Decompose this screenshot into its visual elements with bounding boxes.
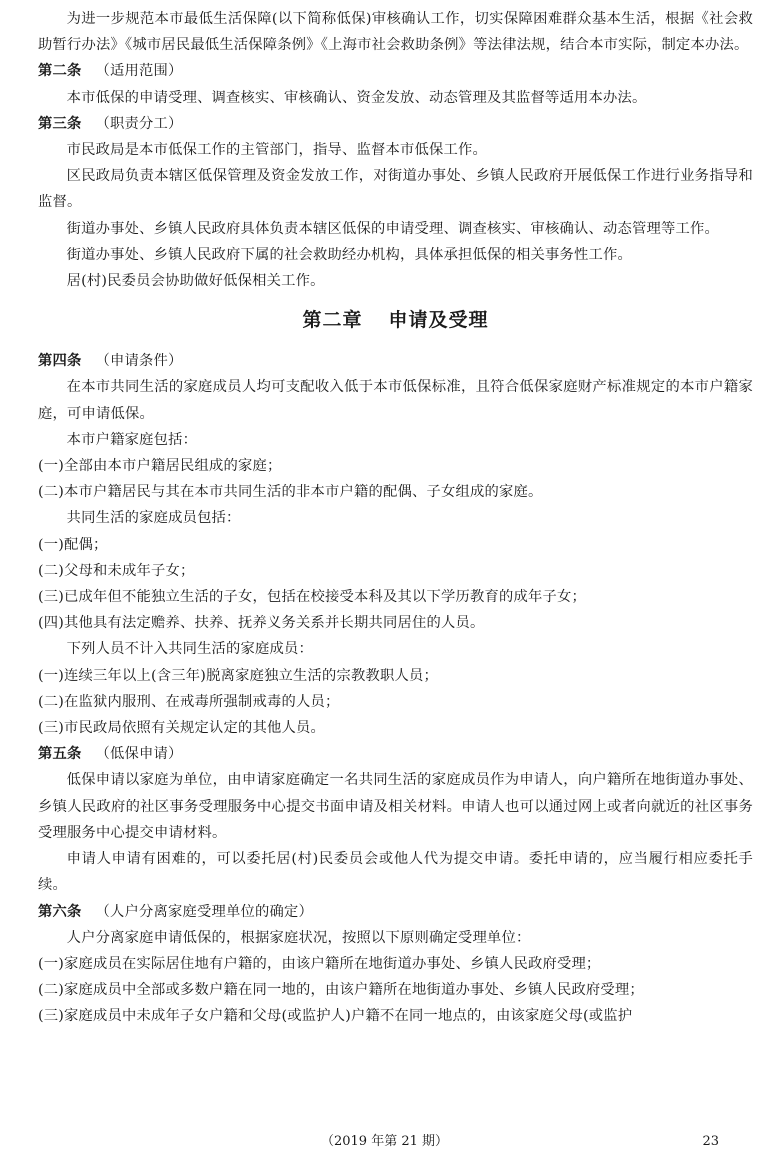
chapter-title: 申请及受理 (388, 309, 489, 332)
article-number: 第六条 (38, 903, 82, 920)
chapter-heading (38, 306, 753, 334)
article-title: （低保申请） (95, 746, 183, 763)
list-item: (一)配偶； (38, 536, 108, 553)
list-item: (三)已成年但不能独立生活的子女，包括在校接受本科及其以下学历教育的成年子女； (38, 589, 586, 606)
paragraph: 在本市共同生活的家庭成员人均可支配收入低于本市低保标准，且符合低保家庭财产标准规定的本市户籍家庭，可申请低保。 (38, 379, 753, 422)
list-item: (一)连续三年以上(含三年)脱离家庭独立生活的宗教教职人员； (38, 667, 439, 684)
list-item: (二)在监狱内服刑、在戒毒所强制戒毒的人员； (38, 693, 340, 710)
article-number: 第二条 (38, 63, 82, 80)
page-footer (0, 1132, 769, 1152)
document-body (38, 6, 753, 1030)
article-number: 第三条 (38, 115, 82, 132)
page-number: 23 (702, 1134, 719, 1149)
issue-label: （2019 年第 21 期） (320, 1134, 449, 1149)
article-3-heading (38, 111, 753, 137)
paragraph: 低保申请以家庭为单位，由申请家庭确定一名共同生活的家庭成员作为申请人，向户籍所在地街道办事处、乡镇人民政府的社区事务受理服务中心提交书面申请及相关材料。申请人也可以通过网上或者向就近的社区事务受理服务中心提交申请材料。 (38, 772, 753, 841)
paragraph: 市民政局是本市低保工作的主管部门，指导、监督本市低保工作。 (66, 142, 487, 159)
paragraph: 下列人员不计入共同生活的家庭成员： (66, 641, 314, 658)
list-item: (二)父母和未成年子女； (38, 562, 195, 579)
article-title: （适用范围） (95, 63, 183, 80)
list-item: (一)全部由本市户籍居民组成的家庭； (38, 458, 282, 475)
article-title: （职责分工） (95, 115, 183, 132)
intro-paragraph: 为进一步规范本市最低生活保障(以下简称低保)审核确认工作，切实保障困难群众基本生活，根据《社会救助暂行办法》《城市居民最低生活保障条例》《上海市社会救助条例》等法律法规，结合本市实际，制定本办法。 (38, 11, 753, 54)
paragraph: 人户分离家庭申请低保的，根据家庭状况，按照以下原则确定受理单位： (66, 929, 531, 946)
paragraph: 区民政局负责本辖区低保管理及资金发放工作，对街道办事处、乡镇人民政府开展低保工作进行业务指导和监督。 (38, 168, 753, 211)
article-4-heading (38, 348, 753, 374)
list-item: (一)家庭成员在实际居住地有户籍的，由该户籍所在地街道办事处、乡镇人民政府受理； (38, 955, 601, 972)
paragraph: 本市户籍家庭包括： (66, 431, 198, 448)
article-6-heading (38, 899, 753, 925)
paragraph: 街道办事处、乡镇人民政府下属的社会救助经办机构，具体承担低保的相关事务性工作。 (66, 246, 632, 263)
paragraph: 申请人申请有困难的，可以委托居(村)民委员会或他人代为提交申请。委托申请的，应当履行相应委托手续。 (38, 851, 753, 894)
article-number: 第四条 (38, 353, 82, 370)
article-5-heading (38, 741, 753, 767)
article-number: 第五条 (38, 746, 82, 763)
list-item: (三)市民政局依照有关规定认定的其他人员。 (38, 720, 325, 737)
list-item: (二)家庭成员中全部或多数户籍在同一地的，由该户籍所在地街道办事处、乡镇人民政府受理； (38, 982, 644, 999)
list-item: (三)家庭成员中未成年子女户籍和父母(或监护人)户籍不在同一地点的，由该家庭父母(或监护 (38, 1008, 633, 1025)
list-item: (二)本市户籍居民与其在本市共同生活的非本市户籍的配偶、子女组成的家庭。 (38, 484, 543, 501)
article-title: （人户分离家庭受理单位的确定） (95, 903, 313, 920)
chapter-number: 第二章 (302, 309, 363, 332)
paragraph: 居(村)民委员会协助做好低保相关工作。 (66, 273, 325, 290)
article-title: （申请条件） (95, 353, 183, 370)
list-item: (四)其他具有法定赡养、扶养、抚养义务关系并长期共同居住的人员。 (38, 615, 485, 632)
paragraph: 街道办事处、乡镇人民政府具体负责本辖区低保的申请受理、调查核实、审核确认、动态管理等工作。 (66, 220, 719, 237)
paragraph: 本市低保的申请受理、调查核实、审核确认、资金发放、动态管理及其监督等适用本办法。 (66, 89, 647, 106)
article-2-heading (38, 58, 753, 84)
paragraph: 共同生活的家庭成员包括： (66, 510, 241, 527)
